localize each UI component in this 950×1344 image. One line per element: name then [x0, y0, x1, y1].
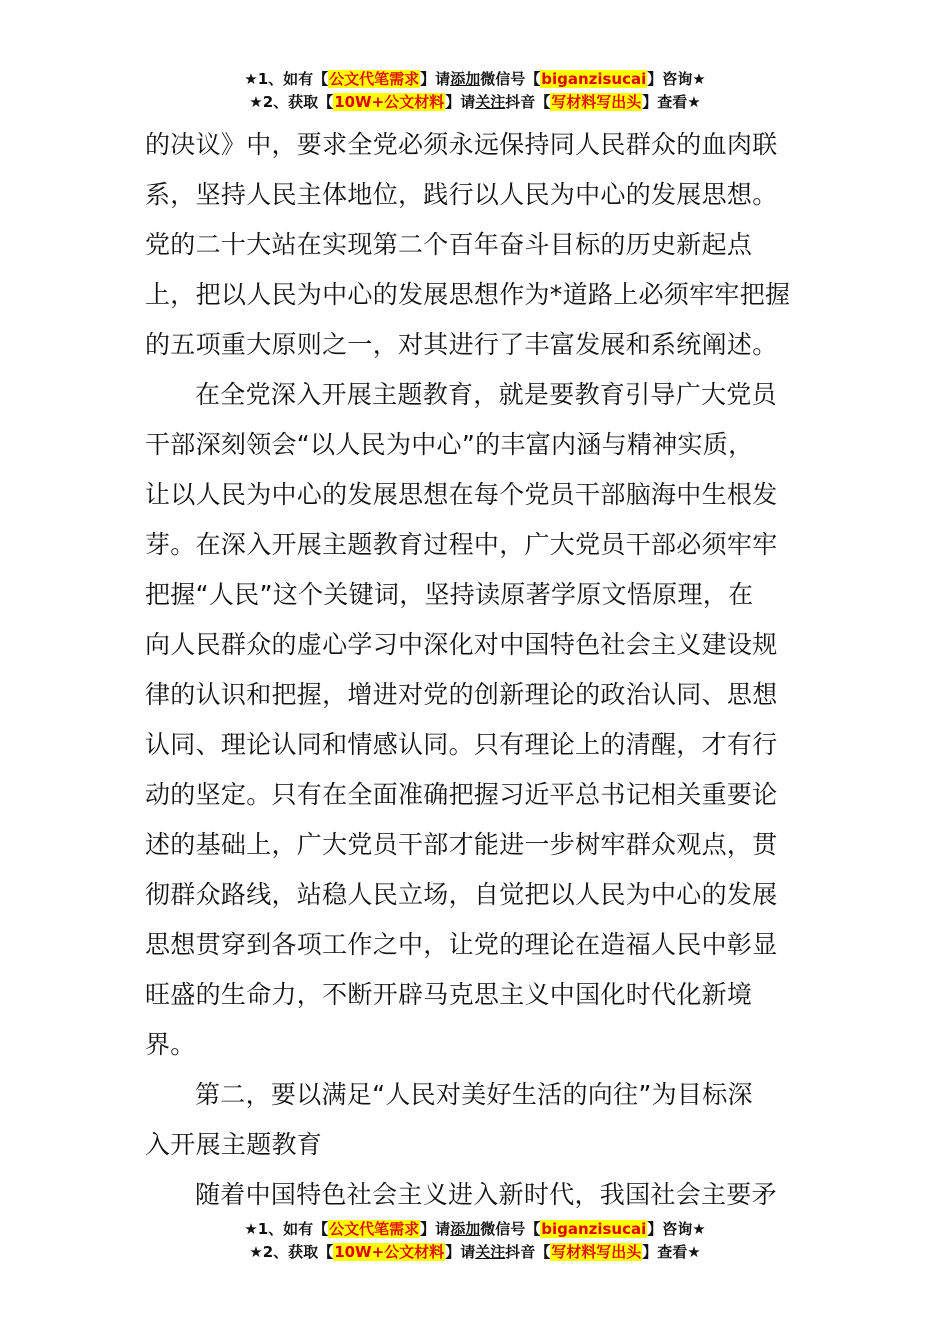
text-line: 思想贯穿到各项工作之中，让党的理论在造福人民中彰显	[145, 930, 778, 959]
banner-line-2: ★2、获取【10W+公文材料】请关注抖音【写材料写出头】查看★	[249, 1243, 701, 1261]
paragraph-3-heading	[145, 1070, 807, 1170]
top-banner	[0, 68, 950, 114]
text-line: 旺盛的生命力，不断开辟马克思主义中国化时代化新境	[145, 980, 753, 1009]
banner-line-2: ★2、获取【10W+公文材料】请关注抖音【写材料写出头】查看★	[249, 93, 701, 111]
banner-douyin-id: 写材料写出头	[551, 1243, 642, 1261]
text-line: 随着中国特色社会主义进入新时代，我国社会主要矛	[195, 1180, 777, 1209]
text-line: 界。	[145, 1030, 196, 1059]
text-line: 系，坚持人民主体地位，践行以人民为中心的发展思想。	[145, 180, 778, 209]
paragraph-2	[145, 370, 807, 1070]
text-line: 第二，要以满足“人民对美好生活的向往”为目标深	[195, 1080, 753, 1109]
text-line: 的五项重大原则之一，对其进行了丰富发展和系统阐述。	[145, 330, 778, 359]
banner-wechat-id: biganzisucai	[541, 70, 647, 88]
text-line: 让以人民为中心的发展思想在每个党员干部脑海中生根发	[145, 480, 778, 509]
document-body	[145, 120, 807, 1220]
text-line: 芽。在深入开展主题教育过程中，广大党员干部必须牢牢	[145, 530, 778, 559]
bottom-banner	[0, 1218, 950, 1264]
banner-douyin-id: 写材料写出头	[551, 93, 642, 111]
text-line: 认同、理论认同和情感认同。只有理论上的清醒，才有行	[145, 730, 778, 759]
text-line: 干部深刻领会“以人民为中心”的丰富内涵与精神实质，	[145, 430, 754, 459]
text-line: 的决议》中，要求全党必须永远保持同人民群众的血肉联	[145, 130, 778, 159]
banner-highlight: 公文代笔需求	[329, 70, 420, 88]
paragraph-4	[145, 1170, 807, 1220]
text-line: 动的坚定。只有在全面准确把握习近平总书记相关重要论	[145, 780, 778, 809]
text-line: 在全党深入开展主题教育，就是要教育引导广大党员	[195, 380, 777, 409]
paragraph-1	[145, 120, 807, 370]
text-line: 党的二十大站在实现第二个百年奋斗目标的历史新起点	[145, 230, 753, 259]
text-line: 上，把以人民为中心的发展思想作为*道路上必须牢牢把握	[145, 280, 791, 309]
text-line: 彻群众路线，站稳人民立场，自觉把以人民为中心的发展	[145, 880, 778, 909]
banner-highlight: 10W+公文材料	[334, 1243, 445, 1261]
banner-wechat-id: biganzisucai	[541, 1220, 647, 1238]
text-line: 述的基础上，广大党员干部才能进一步树牢群众观点，贯	[145, 830, 778, 859]
text-line: 把握“人民”这个关键词，坚持读原著学原文悟原理，在	[145, 580, 754, 609]
banner-line-1: ★1、如有【公文代笔需求】请添加微信号【biganzisucai】咨询★	[244, 70, 706, 88]
banner-highlight: 公文代笔需求	[329, 1220, 420, 1238]
text-line: 律的认识和把握，增进对党的创新理论的政治认同、思想	[145, 680, 778, 709]
text-line: 入开展主题教育	[145, 1130, 323, 1159]
banner-highlight: 10W+公文材料	[334, 93, 445, 111]
text-line: 向人民群众的虚心学习中深化对中国特色社会主义建设规	[145, 630, 778, 659]
banner-line-1: ★1、如有【公文代笔需求】请添加微信号【biganzisucai】咨询★	[244, 1220, 706, 1238]
